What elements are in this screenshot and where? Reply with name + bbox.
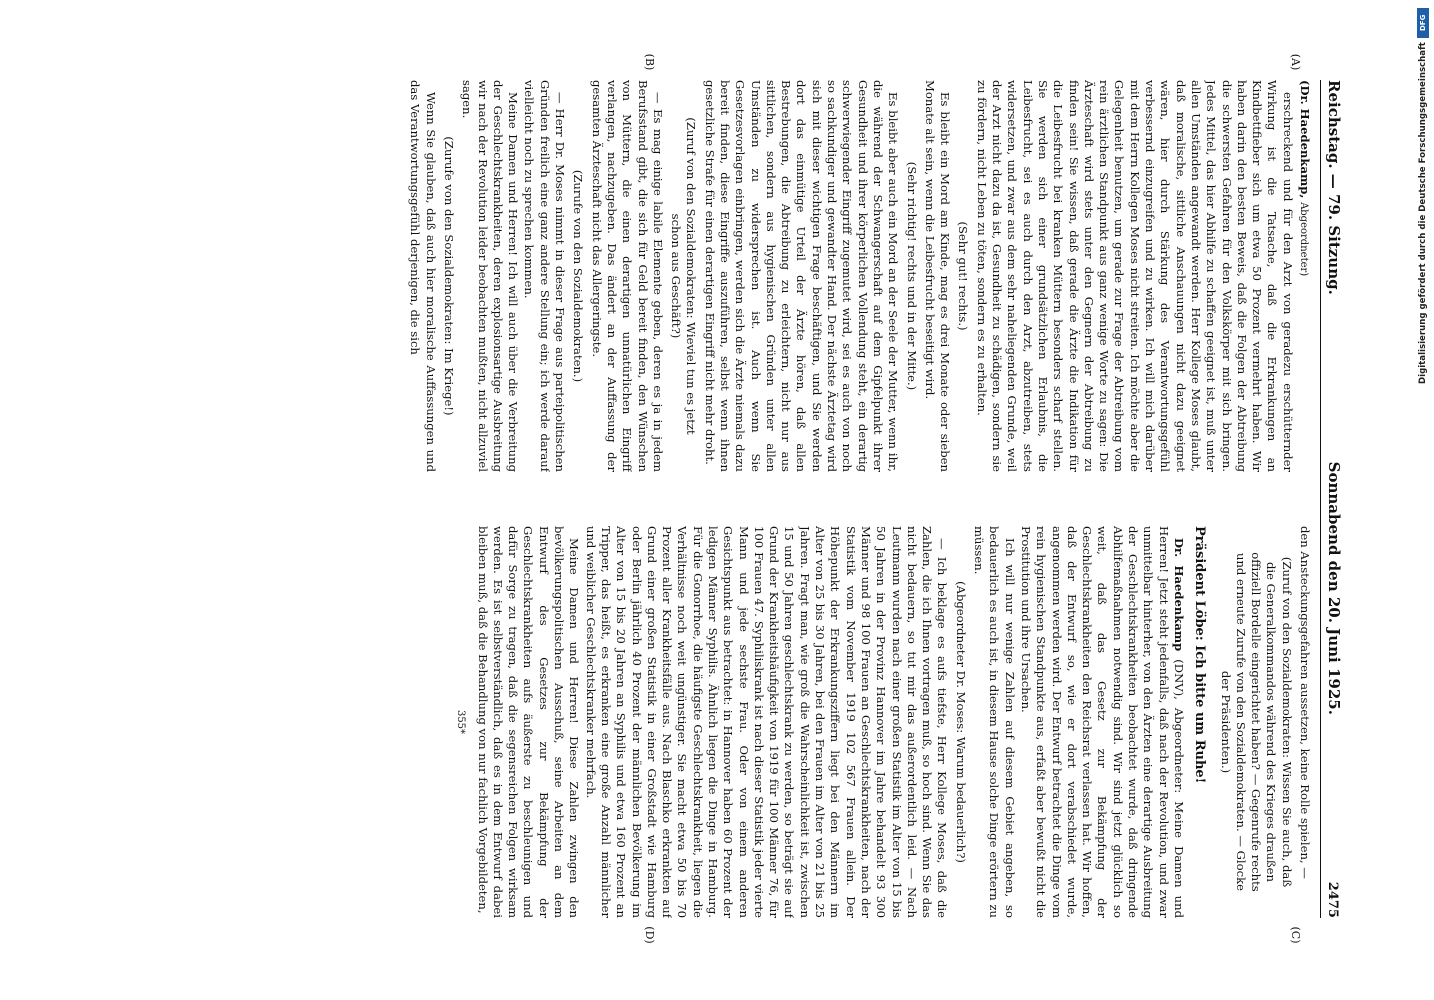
right-paragraph: — Ich beklage es aufs tiefste, Herr Kollege Moses, daß die Zahlen, die ich Ihnen vortragen muß, so hoch sind. Wenn Sie das nicht bedauern, so tut mir das außerordentlich leid. — Nach Leutmann wurden nach einer großen Statistik im Alter von 15 bis 50 Jahren in der Provinz Hannover im Jahre behandelt 93 300 Männer und 98 100 Frauen an Geschlechtskrankheiten, nach der Statistik vom November 1919 102 567 Frauen allein. Der Höhepunkt der Erkrankungsziffern liegt bei den Männern im Alter von 25 bis 30 Jahren, bei den Frauen im Alter von 21 bis 25 Jahren. Fragt man, wie groß die Wahrscheinlichkeit ist, zwischen 15 und 50 Jahren geschlechtskrank zu werden, so beträgt sie auf Grund der Krankheitshäufigkeit von 1919 für 100 Männer 76, für 100 Frauen 47. Syphiliskrank ist nach dieser Statistik jeder vierte Mann und jede sechste Frau. Oder von einem anderen Gesichtspunkt aus betrachtet: in Hannover haben 60 Prozent der ledigen Männer Syphilis. Ähnlich liegen die Dinge in Hamburg. Für die Gonorrhoe, die häufigste Geschlechtskrankheit, liegen die Verhältnisse noch weit ungünstiger. Sie macht etwa 50 bis 70 Prozent aller Krankheitsfälle aus. Nach Blaschko erkrankten auf Grund einer großen Statistik in einer Großstadt wie Hamburg oder Berlin jährlich 40 Prozent der männlichen Bevölkerung im Alter von 15 bis 20 Jahren an Syphilis und etwa 160 Prozent an Tripper, das heißt, es erkranken eine große Anzahl männlicher und weiblicher Geschlechtskranker mehrfach. xyxy=(583,526,950,918)
interjection: (Abgeordneter Dr. Moses: Warum bedauerlich?) xyxy=(953,581,968,863)
left-paragraph: Es bleibt ein Mord am Kinde, mag es drei Monate oder sieben Monate alt sein, wenn die Leibesfrucht beseitigt wird. xyxy=(922,80,953,472)
margin-marker-a: (A) xyxy=(1289,53,1302,71)
running-head xyxy=(1320,80,1346,918)
margin-marker-d: (D) xyxy=(643,926,656,944)
interjection: (Sehr gut! rechts.) xyxy=(956,221,971,331)
right-paragraph xyxy=(1018,526,1186,918)
left-paragraph: Meine Damen und Herren! Ich will auch über die Verbreitung der Geschlechtskrankheiten, deren explosionsartige Ausbreitung wir nach der Revolution leider beobachten mußten, nicht allzuviel sagen. xyxy=(460,80,521,472)
right-paragraph: Ich will nur wenige Zahlen auf diesem Gebiet angeben, so bedauerlich es auch ist, in diesem Hause solche Dinge erörtern zu müssen. xyxy=(972,526,1017,918)
interjection: (Zuruf von den Sozialdemokraten: Wieviel tun es jetzt schon aus Geschäft?) xyxy=(669,117,699,435)
left-column xyxy=(98,80,1312,472)
left-paragraph: Wenn Sie glauben, daß auch hier moralische Auffassungen und das Verantwortungsgefühl derjenigen, die sich xyxy=(408,80,438,472)
sheet-signature: 355* xyxy=(455,709,467,735)
left-paragraph xyxy=(1296,80,1312,472)
dfg-logo-icon: DFG xyxy=(1417,8,1429,38)
interjection: (Zuruf von den Sozialdemokraten: Wissen Sie auch, daß die Generalkommandos während des Krieges draußen offiziell Bordelle eingerichtet haben? — Gegenrufe rechts und erneute Zurufe von den Sozialdemokraten. — Glocke der Präsidenten.) xyxy=(1218,552,1294,892)
credit-text: Digitalisierung gefördert durch die Deutsche Forschungsgemeinschaft xyxy=(1418,42,1428,384)
header-date: Sonnabend den 20. Juni 1925. xyxy=(1325,461,1343,715)
right-paragraph: Meine Damen und Herren! Diese Zahlen zwingen den bevölkerungspolitischen Ausschuß, seine Arbeiten an dem Entwurf des Gesetzes zur Bekämpfung der Geschlechtskrankheiten aufs äußerste zu beschleunigen und dafür Sorge zu tragen, daß die segensreichen Folgen wirksam werden. Es ist selbstverständlich, daß es in dem Entwurf dabei bleiben muß, daß die Behandlung von nur fachlich Vorgebildeten, xyxy=(475,526,582,918)
margin-marker-c: (C) xyxy=(1289,926,1302,944)
right-paragraph: den Ansteckungsgefahren aussetzen, keine Rolle spielen, — xyxy=(1298,526,1312,879)
right-column xyxy=(98,526,1312,918)
speaker-role: Abgeordneter) xyxy=(1298,202,1309,277)
speaker-name: (Dr. Haedenkamp, xyxy=(1298,80,1312,199)
left-paragraph: — Herr Dr. Moses nimmt in dieser Frage aus parteipolitischen Gründen freilich eine ganz andere Stellung ein; ich werde darauf vielleicht noch zu sprechen kommen. xyxy=(522,80,568,472)
left-paragraph: Es bleibt aber auch ein Mord an der Seele der Mutter, wenn ihr, die während der Schwangerschaft auf dem Gipfelpunkt ihrer Gesundheit und ihrer körperlichen Vollendung steht, ein derartig schwerwiegender Eingriff zugemutet wird, sei es auch von noch so sachkundiger und gewandter Hand. Der nächste Ärztetag wird sich mit dieser wichtigen Frage beschäftigen, und Sie werden dort das einmütige Urteil der Ärzte hören, daß allen Bestrebungen, die Abtreibung zu erleichtern, nicht nur aus sittlichen, sondern aus hygienischen Gründen unter allen Umständen zu widersprechen ist. Auch wenn Sie Gesetzesvorlagen einbringen, werden sich die Ärzte niemals dazu bereit finden, diese Eingriffe auszuführen, selbst wenn ihnen gesetzliche Strafe für einen derartigen Eingriff nicht mehr droht. xyxy=(702,80,901,472)
interjection: (Zurufe von den Sozialdemokraten: Im Kriege!) xyxy=(441,136,456,416)
interjection: (Sehr richtig! rechts und in der Mitte.) xyxy=(904,161,919,391)
speaker-text: (DNV), Abgeordneter: Meine Damen und Herren! Jetzt steht jedenfalls, daß nach der Revolution, und zwar unmittelbar hinterher, von den Ärzten eine derartige Ausbreitung der Geschlechtskrankheiten beobachtet wurde, daß dringende Abhilfemaßnahmen notwendig sind. Wir sind jetzt glücklich so weit, daß das Gesetz zur Bekämpfung der Geschlechtskrankheiten den Reichsrat verlassen hat. Wir hoffen, daß der Entwurf so, wie er dort verabschiedet wurde, angenommen werden wird. Der Entwurf betrachtet die Dinge vom rein hygienischen Standpunkte aus, erfaßt aber bewußt nicht die Prostitution und ihre Ursachen. xyxy=(1018,526,1186,918)
margin-marker-b: (B) xyxy=(643,53,656,71)
left-paragraph: — Es mag einige labile Elemente geben, deren es ja in jedem Berufsstand gibt, die sich für Geld bereit finden, den Wünschen von Müttern, die einen derartigen unnatürlichen Eingriff verlangen, nachzugeben. Das ändert an der Auffassung der gesamten Ärzteschaft nicht das Allergeringste. xyxy=(589,80,665,472)
header-left: Reichstag. — 79. Sitzung. xyxy=(1325,80,1343,295)
interjection: (Zurufe von den Sozialdemokraten.) xyxy=(571,169,586,383)
left-paragraph: erschreckend und für den Arzt von geradezu erschütternder Wirkung ist die Tatsache, daß die Erkrankungen an Kindbettfieber sich um etwa 50 Prozent vermehrt haben. Wir haben darin den besten Beweis, daß die Folgen der Abtreibung die schwersten Gefahren für den Volkskörper mit sich bringen. Jedes Mittel, das hier Abhilfe zu schaffen geeignet ist, muß unter allen Umständen angewandt werden. Herr Kollege Moses glaubt, daß moralische, sittliche Anschauungen nicht dazu geeignet wären, hier durch Stärkung des Verantwortungsgefühl verbessernd einzugreifen und zu wirken. Ich will mich darüber mit dem Herrn Kollegen Moses nicht streiten. Ich möchte aber die Gelegenheit benutzen, um gerade zur Frage der Abtreibung vom rein ärztlichen Standpunkt aus ganz wenige Worte zu sagen: Die Ärzteschaft wird stets unter den Gegnern der Abtreibung zu finden sein! Sie wissen, daß gerade die Ärzte die Indikation für die Leibesfrucht bei kranken Müttern besonders scharf stellen. Sie werden sich einer grundsätzlichen Erlaubnis, die Leibesfrucht, sei es auch durch den Arzt, abzutreiben, stets widersetzen, und zwar aus dem sehr naheliegenden Grunde, weil der Arzt nicht dazu da ist, Gesundheit zu schädigen, sondern sie zu fördern, nicht Leben zu töten, sondern es zu erhalten. xyxy=(974,80,1295,472)
digitization-credit xyxy=(1416,8,1430,992)
speaker-name: Dr. Haedenkamp xyxy=(1171,538,1186,652)
text-area xyxy=(84,53,1346,944)
president-statement: Präsident Löbe: Ich bitte um Ruhe! xyxy=(1192,526,1208,784)
page-number: 2475 xyxy=(1325,881,1340,918)
